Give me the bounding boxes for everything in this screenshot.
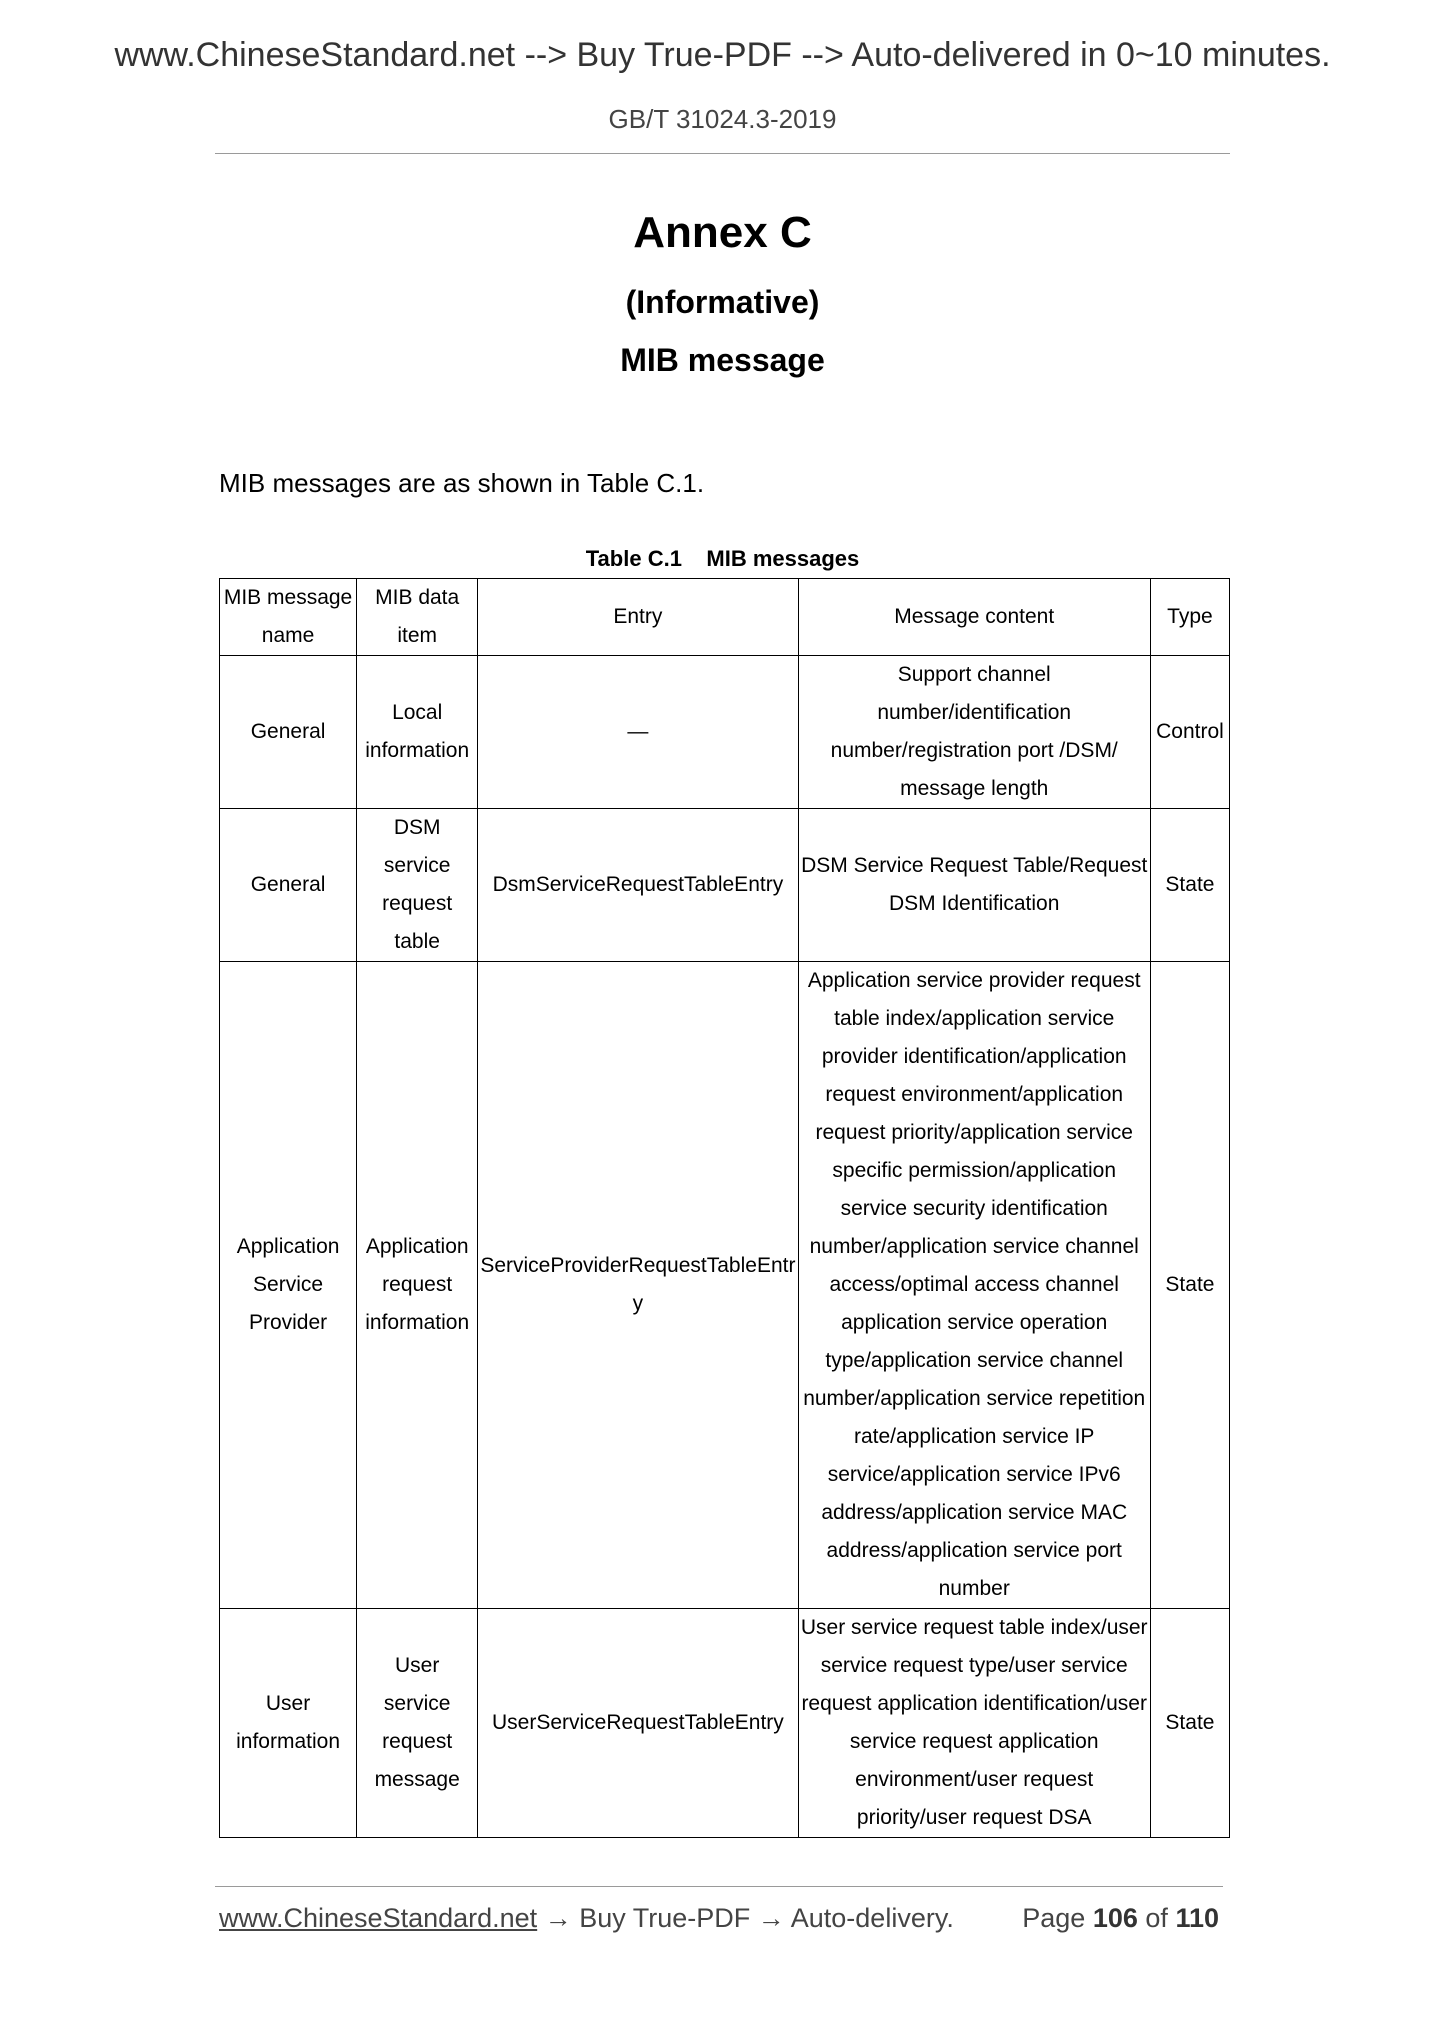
footer	[219, 1903, 1219, 1934]
cell-type: State	[1150, 962, 1229, 1609]
cell-content: DSM Service Request Table/Request DSM Identification	[798, 809, 1150, 962]
cell-data-item: Local information	[357, 656, 478, 809]
table-row	[220, 656, 1230, 809]
top-banner: www.ChineseStandard.net --> Buy True-PDF --> Auto-delivered in 0~10 minutes.	[114, 36, 1331, 74]
header-type: Type	[1150, 579, 1229, 656]
footer-promo: → Buy True-PDF → Auto-delivery.	[544, 1903, 954, 1933]
table-caption: Table C.1 MIB messages	[585, 546, 860, 571]
page-indicator	[1022, 1903, 1219, 1934]
cell-entry: DsmServiceRequestTableEntry	[478, 809, 798, 962]
cell-content: User service request table index/user service request type/user service request application identification/user service request application environment/user request priority/user request DSA	[798, 1609, 1150, 1838]
cell-data-item: Application request information	[357, 962, 478, 1609]
page-label: Page	[1022, 1903, 1086, 1933]
cell-name: User information	[220, 1609, 357, 1838]
cell-name: Application Service Provider	[220, 962, 357, 1609]
cell-data-item: DSM service request table	[357, 809, 478, 962]
annex-title: Annex C	[633, 208, 812, 257]
annex-name: MIB message	[620, 342, 825, 378]
cell-data-item: User service request message	[357, 1609, 478, 1838]
mib-messages-table	[219, 578, 1230, 1838]
header-mib-message-name: MIB message name	[220, 579, 357, 656]
footer-site-link[interactable]: www.ChineseStandard.net	[219, 1903, 538, 1933]
cell-type: Control	[1150, 656, 1229, 809]
header-mib-data-item: MIB data item	[357, 579, 478, 656]
table-row	[220, 809, 1230, 962]
page-total: 110	[1175, 1903, 1219, 1933]
footer-divider	[215, 1886, 1223, 1887]
header-entry: Entry	[478, 579, 798, 656]
cell-entry: ServiceProviderRequestTableEntry	[478, 962, 798, 1609]
page-current: 106	[1092, 1903, 1138, 1933]
page-of: of	[1145, 1903, 1168, 1933]
cell-name: General	[220, 809, 357, 962]
cell-entry: UserServiceRequestTableEntry	[478, 1609, 798, 1838]
cell-name: General	[220, 656, 357, 809]
cell-content: Support channel number/identification number/registration port /DSM/ message length	[798, 656, 1150, 809]
cell-entry: —	[478, 656, 798, 809]
intro-paragraph: MIB messages are as shown in Table C.1.	[219, 468, 705, 498]
annex-subtitle: (Informative)	[625, 284, 820, 320]
cell-type: State	[1150, 809, 1229, 962]
standard-number: GB/T 31024.3-2019	[608, 104, 837, 134]
header-divider	[215, 153, 1230, 154]
cell-content: Application service provider request table index/application service provider identification/application request environment/application request priority/application service specific permission/application service security identification number/application service channel access/optimal access channel application service operation type/application service channel number/application service repetition rate/application service IP service/application service IPv6 address/application service MAC address/application service port number	[798, 962, 1150, 1609]
cell-type: State	[1150, 1609, 1229, 1838]
header-message-content: Message content	[798, 579, 1150, 656]
table-row	[220, 1609, 1230, 1838]
table-row	[220, 962, 1230, 1609]
table-header-row	[220, 579, 1230, 656]
